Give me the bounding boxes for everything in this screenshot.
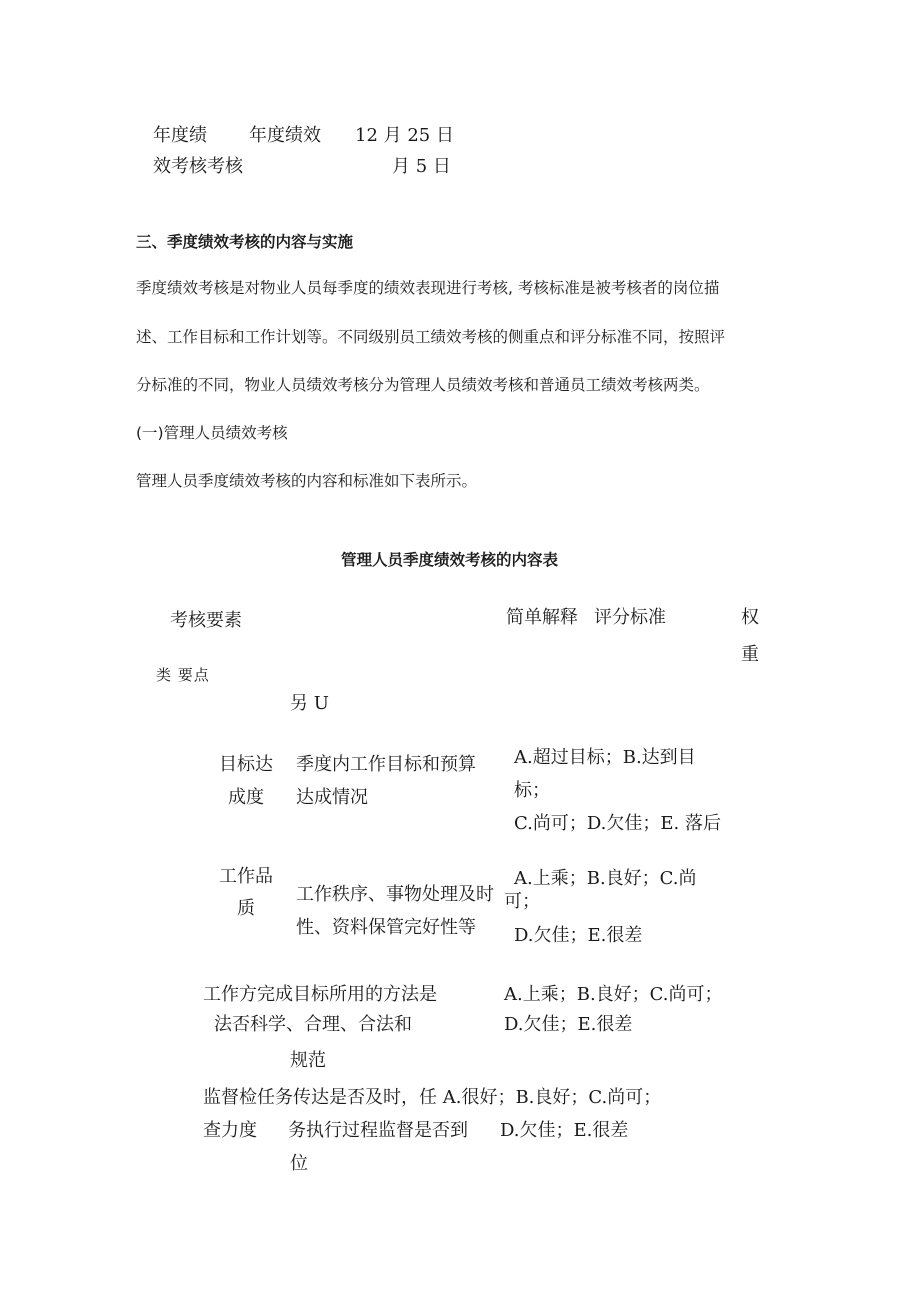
header-type-point: 类 要点 <box>156 666 210 684</box>
row2-name-line-2: 质 <box>237 898 255 919</box>
header-factor: 考核要素 <box>170 610 242 631</box>
row2-explain-line-2: 性、资料保管完好性等 <box>296 917 476 938</box>
table-caption: 管理人员季度绩效考核的内容表 <box>341 551 559 569</box>
row1-standard-line-3: C.尚可；D.欠佳；E. 落后 <box>514 813 721 834</box>
row2-explain-line-1: 工作秩序、事物处理及时 <box>296 884 494 905</box>
header-standard: 评分标准 <box>594 607 666 628</box>
row4-explain-line-2: 务执行过程监督是否到 <box>288 1120 468 1141</box>
row4-line-3: 位 <box>290 1153 308 1174</box>
row3-line-2: 法否科学、合理、合法和 <box>214 1014 412 1035</box>
top-cell-r2c1: 效考核考核 <box>153 156 243 177</box>
header-ling: 另 U <box>290 693 329 714</box>
row1-name-line-2: 成度 <box>228 787 264 808</box>
row3-standard-line-1: A.上乘；B.良好；C.尚可； <box>504 984 723 1005</box>
row1-explain-line-2: 达成情况 <box>296 787 368 808</box>
row4-standard-line-2: D.欠佳；E.很差 <box>500 1120 629 1141</box>
row1-standard-line-2: 标； <box>514 780 550 801</box>
table-intro: 管理人员季度绩效考核的内容和标准如下表所示。 <box>136 472 478 490</box>
paragraph-line-2: 述、工作目标和工作计划等。不同级别员工绩效考核的侧重点和评分标准不同，按照评 <box>136 328 726 346</box>
row1-name-line-1: 目标达 <box>219 754 273 775</box>
top-cell-r1c3: 12 月 25 日 <box>355 125 454 146</box>
top-cell-r1c2: 年度绩效 <box>249 125 321 146</box>
header-weight-1: 权 <box>741 607 759 628</box>
row2-standard-line-3: D.欠佳；E.很差 <box>514 925 643 946</box>
row3-standard-line-2: D.欠佳；E.很差 <box>504 1014 633 1035</box>
top-cell-r1c1: 年度绩 <box>153 125 207 146</box>
row3-explain-line-3: 规范 <box>290 1050 326 1071</box>
paragraph-line-3: 分标准的不同，物业人员绩效考核分为管理人员绩效考核和普通员工绩效考核两类。 <box>136 376 710 394</box>
row4-line-1: 监督检任务传达是否及时，任 A.很好；B.良好；C.尚可； <box>203 1087 662 1108</box>
sub-heading: (一)管理人员绩效考核 <box>136 424 288 442</box>
row2-standard-line-1: A.上乘；B.良好；C.尚 <box>514 868 697 889</box>
header-weight-2: 重 <box>741 644 759 665</box>
section-heading: 三、季度绩效考核的内容与实施 <box>136 233 354 251</box>
row1-explain-line-1: 季度内工作目标和预算 <box>296 754 476 775</box>
row3-line-1: 工作方完成目标所用的方法是 <box>203 984 437 1005</box>
row2-standard-line-2: 可； <box>504 891 540 912</box>
top-cell-r2c3: 月 5 日 <box>392 156 451 177</box>
row4-name-line-2: 查力度 <box>203 1120 257 1141</box>
paragraph-line-1: 季度绩效考核是对物业人员每季度的绩效表现进行考核, 考核标准是被考核者的岗位描 <box>136 279 720 297</box>
row2-name-line-1: 工作品 <box>219 866 273 887</box>
row1-standard-line-1: A.超过目标；B.达到目 <box>514 747 696 768</box>
header-explain: 简单解释 <box>506 607 578 628</box>
